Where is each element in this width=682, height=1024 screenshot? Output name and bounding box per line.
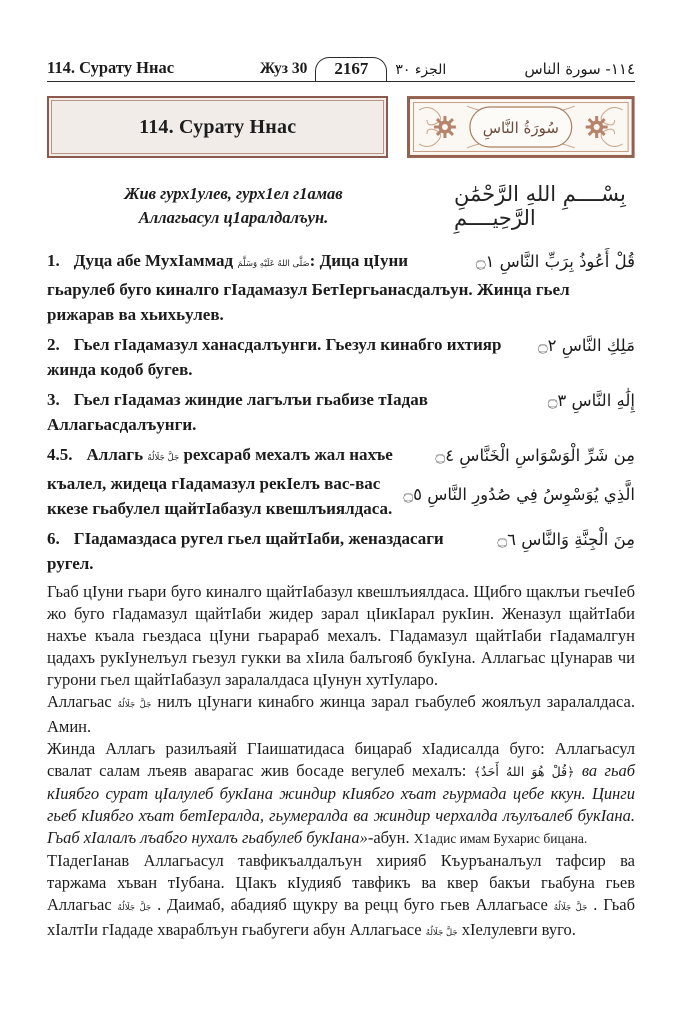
commentary-p4-text-c: . Гьаб хIалтIи гIададе хвараблъун гьабугеги абун Аллагьасе bbox=[47, 895, 635, 939]
verse-6-text: ГIадамаздаса ругел гьел щайтIаби, женаздасаги ругел. bbox=[47, 529, 444, 573]
rosette-icon-right bbox=[586, 116, 608, 138]
rosette-icon-left bbox=[434, 116, 456, 138]
commentary-p4-text-b: . Даимаб, абадияб щукру ва рецц буго гьев Аллагьасе bbox=[151, 895, 554, 914]
verses-block bbox=[47, 248, 635, 576]
verse-row-3 bbox=[47, 387, 635, 437]
verse-row-2 bbox=[47, 332, 635, 382]
honorific-jalla-jalaluhu: جَلَّ جَلَالُهُ bbox=[117, 700, 152, 710]
epigraph-basmala-row bbox=[47, 178, 635, 234]
epigraph bbox=[47, 182, 402, 230]
running-head-section-title: 114. Сурату Ннас bbox=[47, 58, 175, 77]
commentary-p3-text-b: -абун. bbox=[367, 828, 414, 847]
verse-row-4-5 bbox=[47, 442, 635, 521]
commentary-p2-text-a: Аллагьас bbox=[47, 692, 118, 711]
honorific-jalla-jalaluhu: جَلَّ جَلَالُهُ bbox=[117, 903, 152, 913]
verse-5-arabic-line: الَّذِي يُوَسْوِسُ فِي صُدُورِ النَّاسِ ۝٥ bbox=[403, 485, 635, 504]
hadith-quote-italic: ва гьаб кIиябго сурат цIалулеб букIана жиндир кIиябго хъат гьурмада цебе ккун. Цинги гьеб кIиябго хъат бетIералда, гьумералда ва жиндир черхалда лъулъалеб букIана. Гьаб хIалалъ лъабго нухалъ гьабулеб букIана» bbox=[47, 761, 636, 847]
verse-4-5-text-b: рехсараб мехалъ жал нахъе къалел, жидеца гIадамазул рекIелъ вас-вас ккезе гьабулел щайтIабазул квешлъиялдаса. bbox=[47, 445, 393, 518]
basmala-calligraphy: بِسْــــمِ اللهِ الرَّحْمَٰنِ الرَّحِيــــمِ bbox=[454, 182, 626, 230]
verse-6-arabic: مِنَ الْجِنَّةِ وَالنَّاسِ ۝٦ bbox=[497, 530, 635, 549]
commentary-p3-text-a: Жинда Аллагь разилъаяй ГIаишатидаса бицараб хIадисалда буго: Аллагьасул свалат салам лъеяв аварагас жив босаде вегулеб мехалъ: bbox=[47, 739, 635, 780]
juz-label: Жуз 30 bbox=[259, 60, 308, 77]
commentary-p4-text-d: хIелулевги вуго. bbox=[457, 920, 576, 939]
surah-header-arabic: ١١٤- سورة الناس bbox=[524, 60, 635, 78]
quran-inline-quote: ﴿قُلْ هُوَ اللهُ أَحَدٌ﴾ bbox=[473, 764, 575, 779]
commentary-p2-text-b: нилъ цIунаги кинабго жинца зарал гьабулеб жоялъул заралалдаса. Амин. bbox=[47, 692, 635, 736]
hadith-source-note: Х1адис имам Бухарис бицана. bbox=[413, 831, 588, 846]
running-head bbox=[47, 48, 635, 82]
epigraph-line2: Аллагьасул ц1аралдалъун. bbox=[138, 208, 329, 227]
commentary-p4-text-a: ТIадегIанав Аллагьасул тавфикъалдалъун хирияб Къуръаналъул тафсир ва таржама хъван тIубана. ЦIакъ кIудияб тавфикъ ва квер бакъи гьабуна гьев Аллагьас bbox=[47, 851, 635, 914]
honorific-saw: صَلَّى اللهُ عَلَيْهِ وَسَلَّمَ bbox=[237, 259, 310, 269]
surah-ornament-panel bbox=[407, 96, 635, 158]
verse-2-arabic: مَلِكِ النَّاسِ ۝٢ bbox=[538, 336, 635, 355]
verse-1-text-a: Дуца абе МухIаммад bbox=[73, 251, 238, 270]
honorific-jalla-jalaluhu: جَلَّ جَلَالُهُ bbox=[553, 903, 588, 913]
verse-3-arabic: إِلَٰهِ النَّاسِ ۝٣ bbox=[547, 391, 635, 410]
surah-title-label: 114. Сурату Ннас bbox=[139, 115, 297, 138]
surah-title-box bbox=[47, 96, 388, 158]
verse-4-5-text-a: Аллагь bbox=[86, 445, 148, 464]
honorific-jalla-jalaluhu: جَلَّ جَلَالُهُ bbox=[147, 453, 180, 463]
verse-2-number: 2. bbox=[47, 335, 60, 354]
page-number-tab: 2167 bbox=[315, 57, 387, 81]
commentary-paragraph-1: Гьаб цIуни гьари буго киналго щайтIабазул квешлъиялдаса. Щибго щаклъи гьечIеб жо буго гIадамазул щайтIаби жидер зарал цIикIарал рукIин. Женазул щайтIаби нахъе къала гьездаса цIуни гьарараб мехалъ. ГIадамазул щайтIаби гIадамалгун цадахъ рукIунелъул гьезул гукки ва хIила балъгояб букIуна. Аллагьас цIунарав чи гурони гьел щайтIабазул заралалдаса цIунун хутIуларо. bbox=[47, 582, 635, 689]
surah-title-arabic: سُورَةُ النَّاسِ bbox=[483, 118, 560, 137]
verse-1-text-b: : Дица цIуни гьарулеб буго киналго гIадамазул БетIергьанасдалъун. Жинца гьел рижарав ва хьихьулев. bbox=[47, 251, 570, 324]
verse-3-text: Гьел гIадамаз жиндие лагълъи гьабизе тIадав Аллагьасдалъунги. bbox=[47, 390, 428, 434]
verse-row-1 bbox=[47, 248, 635, 327]
commentary-paragraph-2 bbox=[47, 691, 635, 738]
juz-label-arabic: الجزء ٣٠ bbox=[395, 62, 447, 78]
verse-4-arabic-line: مِن شَرِّ الْوَسْوَاسِ الْخَنَّاسِ ۝٤ bbox=[435, 446, 635, 465]
honorific-jalla-jalaluhu: جَلَّ جَلَالُهُ bbox=[425, 928, 458, 938]
verse-2-text: Гьел гIадамазул ханасдалъунги. Гьезул кинабго ихтияр жинда кодоб бугев. bbox=[47, 335, 502, 379]
commentary-block bbox=[47, 581, 635, 944]
verse-4-5-number: 4.5. bbox=[47, 445, 73, 464]
verse-row-6 bbox=[47, 526, 635, 576]
epigraph-line1: Жив гурх1улев, гурх1ел г1амав bbox=[124, 184, 343, 203]
verse-6-number: 6. bbox=[47, 529, 60, 548]
verse-3-number: 3. bbox=[47, 390, 60, 409]
verse-4-5-arabic bbox=[403, 443, 635, 521]
verse-1-number: 1. bbox=[47, 251, 60, 270]
commentary-paragraph-4 bbox=[47, 850, 635, 944]
verse-1-arabic: قُلْ أَعُوذُ بِرَبِّ النَّاسِ ۝١ bbox=[475, 252, 635, 271]
title-band bbox=[47, 96, 635, 158]
commentary-paragraph-3 bbox=[47, 738, 635, 850]
